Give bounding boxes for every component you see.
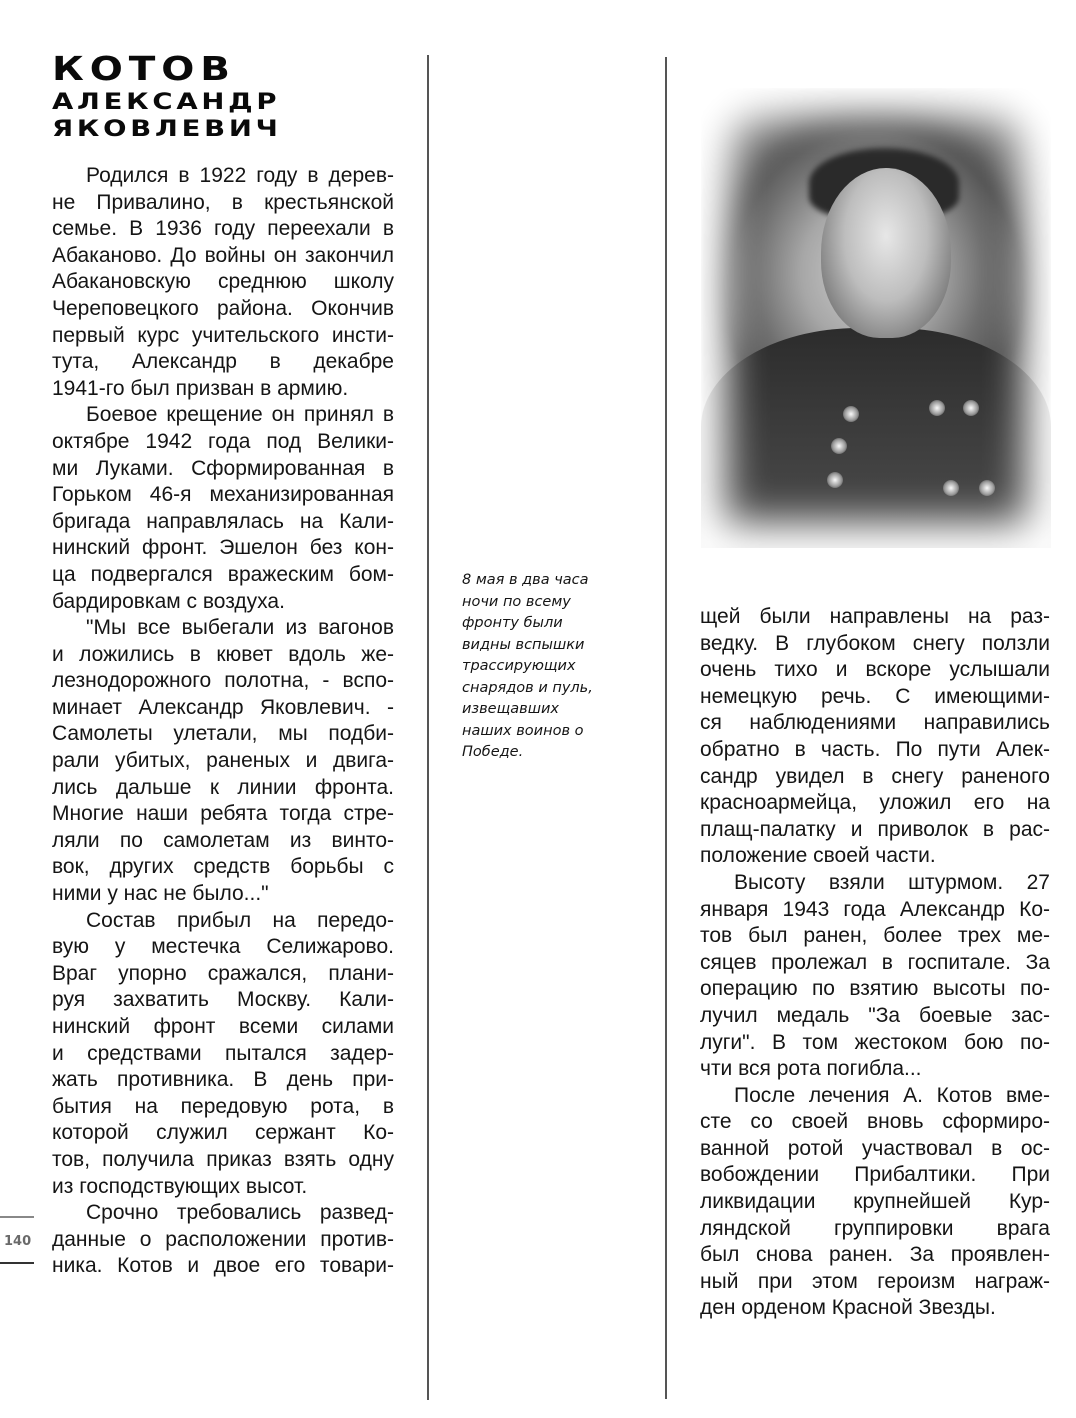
page-number-rule-top xyxy=(0,1216,34,1218)
text-line: ми Луками. Сформированная в xyxy=(52,456,394,480)
text-column-right xyxy=(700,604,1050,1322)
text-line: Враг упорно сражался, плани- xyxy=(52,961,394,985)
caption-line: снарядов и пуль, xyxy=(462,679,593,696)
text-line: рали убитых, раненых и двига- xyxy=(52,749,394,773)
photo-vignette xyxy=(701,88,1051,548)
title-patronymic: ЯКОВЛЕВИЧ xyxy=(52,117,282,142)
portrait-photo xyxy=(701,88,1051,548)
text-line: руя захватить Москву. Кали- xyxy=(52,988,394,1012)
text-line: чти вся рота погибла... xyxy=(700,1057,922,1081)
text-line: щей были направлены на раз- xyxy=(700,605,1050,628)
page-number: 140 xyxy=(4,1234,32,1249)
caption-line: извещавших xyxy=(462,701,559,717)
caption-line: трассирующих xyxy=(462,658,576,674)
text-line: Горьком 46-я механизированная xyxy=(52,483,394,507)
text-line: минает Александр Яковлевич. - xyxy=(52,695,394,719)
text-line: тов был ранен, более трех ме- xyxy=(700,924,1050,948)
text-line: Абакановскую среднюю школу xyxy=(52,270,394,294)
caption-line: фронту были xyxy=(462,615,563,631)
text-line: ца подвергался вражеским бом- xyxy=(52,562,394,586)
text-line: тута, Александр в декабре xyxy=(52,350,394,374)
text-line: ведку. В глубоком снегу ползли xyxy=(700,631,1050,655)
text-line: Высоту взяли штурмом. 27 xyxy=(734,870,1050,894)
text-line: луги". В том жестоком бою по- xyxy=(700,1030,1050,1054)
text-line: сте со своей вновь сформиро- xyxy=(700,1110,1050,1134)
text-line: данные о расположении против- xyxy=(52,1227,394,1251)
text-line: Родился в 1922 году в дерев- xyxy=(86,164,394,187)
page-number-rule-bottom xyxy=(0,1262,34,1264)
text-line: бардировкам с воздуха. xyxy=(52,589,285,613)
text-line: лись дальше к линии фронта. xyxy=(52,775,394,799)
text-line: плащ-палатку и приволок в рас- xyxy=(700,817,1050,841)
text-line: ляли по самолетам из винто- xyxy=(52,828,394,852)
text-line: ликвидации крупнейшей Кур- xyxy=(700,1190,1050,1214)
text-line: бытия на передовую рота, в xyxy=(52,1094,394,1118)
text-line: операцию по взятию высоты по- xyxy=(700,977,1050,1001)
text-line: ними у нас не было..." xyxy=(52,882,269,906)
text-line: вую у местечка Селижарово. xyxy=(52,935,394,959)
text-line: Боевое крещение он принял в xyxy=(86,403,394,427)
text-line: немецкую речь. С имеющими- xyxy=(700,684,1050,708)
column-divider-right xyxy=(665,57,667,1399)
text-line: Самолеты улетали, мы подби- xyxy=(52,722,394,746)
text-line: Состав прибыл на передо- xyxy=(86,908,394,932)
text-line: октябре 1942 года под Велики- xyxy=(52,429,394,453)
text-line: лезнодорожного полотна, - вспо- xyxy=(52,669,394,693)
text-line: положение своей части. xyxy=(700,844,936,868)
text-line: ванной ротой участвовал в ос- xyxy=(700,1136,1050,1160)
caption-line: наших воинов о xyxy=(462,722,584,739)
text-column-left xyxy=(52,163,394,1280)
text-line: жать противника. В день при- xyxy=(52,1068,394,1092)
text-line: нинский фронт всеми силами xyxy=(52,1015,394,1038)
text-line: нинский фронт. Эшелон без кон- xyxy=(52,536,394,560)
caption-line: видны вспышки xyxy=(462,636,585,653)
text-line: "Мы все выбегали из вагонов xyxy=(86,616,394,640)
text-line: Череповецкого района. Окончив xyxy=(52,296,394,320)
text-line: Абаканово. До войны он закончил xyxy=(52,243,394,267)
photo-caption xyxy=(462,570,634,764)
text-line: первый курс учительского инсти- xyxy=(52,323,394,347)
text-line: лучил медаль "За боевые зас- xyxy=(700,1003,1050,1027)
text-line: и ложились в кювет вдоль же- xyxy=(52,642,394,666)
text-line: сандр увидел в снегу раненого xyxy=(700,764,1050,788)
text-line: 1941-го был призван в армию. xyxy=(52,376,349,400)
text-line: бригада направлялась на Кали- xyxy=(52,509,394,533)
text-line: января 1943 года Александр Ко- xyxy=(700,897,1050,921)
text-line: которой служил сержант Ко- xyxy=(52,1121,394,1145)
text-line: и средствами пытался задер- xyxy=(52,1041,394,1065)
title-surname: КОТОВ xyxy=(52,49,236,88)
text-line: сяцев пролежал в госпитале. За xyxy=(700,950,1050,974)
text-line: Многие наши ребята тогда стре- xyxy=(52,802,394,826)
caption-line: ночи по всему xyxy=(462,593,571,610)
text-line: не Привалино, в крестьянской xyxy=(52,190,394,214)
text-line: обратно в часть. По пути Алек- xyxy=(700,737,1050,761)
text-line: вок, других средств борьбы с xyxy=(52,855,394,879)
text-line: тов, получила приказ взять одну xyxy=(52,1147,394,1171)
text-line: из господствующих высот. xyxy=(52,1174,308,1198)
text-line: ный при этом героизм награж- xyxy=(700,1269,1050,1293)
text-line: ден орденом Красной Звезды. xyxy=(700,1296,996,1320)
caption-line: 8 мая в два часа xyxy=(462,572,589,588)
text-line: был снова ранен. За проявлен- xyxy=(700,1243,1050,1267)
text-line: ника. Котов и двое его товари- xyxy=(52,1254,394,1278)
text-line: ляндской группировки врага xyxy=(700,1216,1050,1240)
text-line: ся наблюдениями направились xyxy=(700,711,1050,735)
caption-line: Победе. xyxy=(462,744,524,760)
text-line: После лечения А. Котов вме- xyxy=(734,1083,1050,1107)
text-line: Срочно требовались развед- xyxy=(86,1201,394,1225)
text-line: очень тихо и вскоре услышали xyxy=(700,658,1050,682)
text-line: вобождении Прибалтики. При xyxy=(700,1163,1050,1187)
title-given-name: АЛЕКСАНДР xyxy=(52,90,281,115)
text-line: красноармейца, уложил его на xyxy=(700,791,1050,815)
text-line: семье. В 1936 году переехали в xyxy=(52,217,394,241)
column-divider-left xyxy=(427,55,429,1400)
article-title xyxy=(52,49,282,142)
